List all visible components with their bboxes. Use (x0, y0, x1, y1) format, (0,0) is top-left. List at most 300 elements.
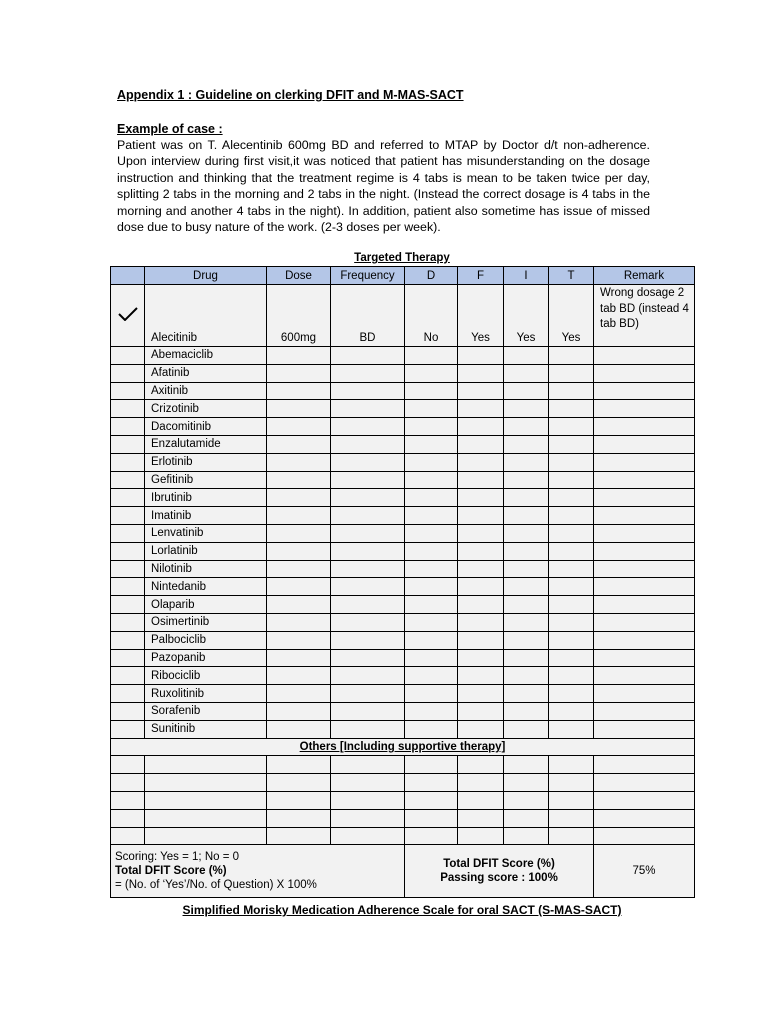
d-cell (405, 649, 458, 667)
f-cell (458, 489, 504, 507)
table-row (111, 631, 695, 649)
table-row (111, 667, 695, 685)
empty-cell (267, 756, 331, 774)
table-row (111, 578, 695, 596)
t-cell (549, 631, 594, 649)
remark-cell (594, 471, 695, 489)
i-cell (504, 613, 549, 631)
drug-cell: Imatinib (145, 507, 267, 525)
i-cell (504, 596, 549, 614)
empty-row (111, 827, 695, 845)
remark-cell (594, 596, 695, 614)
i-cell (504, 560, 549, 578)
total-score-heading: Total DFIT Score (%) (443, 858, 555, 871)
d-cell (405, 435, 458, 453)
empty-cell (405, 827, 458, 845)
t-cell (549, 453, 594, 471)
frequency-cell (331, 400, 405, 418)
frequency-cell (331, 382, 405, 400)
frequency-cell (331, 453, 405, 471)
table-row (111, 347, 695, 365)
drug-cell: Abemaciclib (145, 347, 267, 365)
t-cell (549, 667, 594, 685)
drug-cell: Sorafenib (145, 702, 267, 720)
t-cell (549, 702, 594, 720)
empty-row (111, 791, 695, 809)
header-cell-d: D (405, 267, 458, 285)
t-cell (549, 524, 594, 542)
d-cell (405, 560, 458, 578)
d-cell (405, 453, 458, 471)
f-cell: Yes (458, 285, 504, 347)
dose-cell (267, 596, 331, 614)
empty-cell (458, 774, 504, 792)
remark-cell (594, 649, 695, 667)
dose-cell (267, 453, 331, 471)
drug-cell: Ruxolitinib (145, 685, 267, 703)
remark-cell (594, 702, 695, 720)
check-cell (111, 685, 145, 703)
f-cell (458, 382, 504, 400)
dose-cell (267, 649, 331, 667)
f-cell (458, 685, 504, 703)
remark-cell (594, 435, 695, 453)
dose-cell (267, 542, 331, 560)
frequency-cell (331, 507, 405, 525)
frequency-cell (331, 720, 405, 738)
i-cell (504, 364, 549, 382)
dose-cell (267, 382, 331, 400)
i-cell: Yes (504, 285, 549, 347)
frequency-cell (331, 542, 405, 560)
i-cell (504, 418, 549, 436)
dose-cell (267, 489, 331, 507)
smas-title: Simplified Morisky Medication Adherence Scale for oral SACT (S-MAS-SACT) (182, 903, 622, 917)
empty-row (111, 809, 695, 827)
table-row (111, 613, 695, 631)
i-cell (504, 471, 549, 489)
d-cell (405, 542, 458, 560)
d-cell (405, 667, 458, 685)
i-cell (504, 667, 549, 685)
empty-cell (594, 791, 695, 809)
check-cell (111, 471, 145, 489)
table-row (111, 685, 695, 703)
frequency-cell (331, 613, 405, 631)
dose-cell (267, 400, 331, 418)
empty-cell (504, 809, 549, 827)
i-cell (504, 720, 549, 738)
dose-cell (267, 613, 331, 631)
frequency-cell (331, 685, 405, 703)
table-caption: Targeted Therapy (354, 252, 450, 264)
header-cell-dose: Dose (267, 267, 331, 285)
empty-cell (458, 827, 504, 845)
empty-cell (458, 809, 504, 827)
remark-cell (594, 418, 695, 436)
empty-cell (145, 791, 267, 809)
case-paragraph: Patient was on T. Alecentinib 600mg BD and referred to MTAP by Doctor d/t non-adherence. Upon interview during first visit,it was noticed that patient has misunderstanding on the dosage instruction and thinking that the treatment regime is 4 tabs is mean to be taken twice per day, splitting 2 tabs in the morning and 2 tabs in the night. (Instead the correct dosage is 4 tabs in the morning and another 4 tabs in the night). In addition, patient also sometime has issue of missed dose due to busy nature of the work. (2-3 doses per week). (117, 138, 650, 235)
empty-cell (145, 756, 267, 774)
check-cell (111, 364, 145, 382)
header-cell-frequency: Frequency (331, 267, 405, 285)
empty-cell (405, 791, 458, 809)
remark-cell (594, 720, 695, 738)
drug-cell: Pazopanib (145, 649, 267, 667)
drug-cell: Ribociclib (145, 667, 267, 685)
f-cell (458, 560, 504, 578)
empty-cell (594, 827, 695, 845)
f-cell (458, 400, 504, 418)
empty-row (111, 774, 695, 792)
i-cell (504, 685, 549, 703)
header-cell-i: I (504, 267, 549, 285)
remark-cell (594, 507, 695, 525)
check-cell (111, 667, 145, 685)
scoring-cell (111, 845, 405, 898)
d-cell (405, 720, 458, 738)
empty-cell (458, 756, 504, 774)
check-cell (111, 285, 145, 347)
check-cell (111, 631, 145, 649)
case-heading: Example of case : (117, 122, 223, 136)
t-cell (549, 542, 594, 560)
empty-cell (145, 809, 267, 827)
table-header-row (111, 267, 695, 285)
i-cell (504, 453, 549, 471)
f-cell (458, 649, 504, 667)
empty-cell (267, 809, 331, 827)
check-cell (111, 596, 145, 614)
remark-cell (594, 613, 695, 631)
frequency-cell (331, 524, 405, 542)
dose-cell (267, 560, 331, 578)
d-cell: No (405, 285, 458, 347)
drug-cell: Nilotinib (145, 560, 267, 578)
empty-cell (111, 827, 145, 845)
i-cell (504, 578, 549, 596)
f-cell (458, 596, 504, 614)
drug-cell: Ibrutinib (145, 489, 267, 507)
frequency-cell (331, 471, 405, 489)
check-cell (111, 400, 145, 418)
dose-cell (267, 471, 331, 489)
t-cell (549, 720, 594, 738)
f-cell (458, 347, 504, 365)
remark-cell (594, 400, 695, 418)
empty-row (111, 756, 695, 774)
i-cell (504, 489, 549, 507)
remark-cell (594, 542, 695, 560)
dose-cell (267, 578, 331, 596)
empty-cell (111, 809, 145, 827)
f-cell (458, 418, 504, 436)
empty-cell (331, 809, 405, 827)
empty-cell (331, 756, 405, 774)
check-cell (111, 578, 145, 596)
dose-cell (267, 702, 331, 720)
check-cell (111, 702, 145, 720)
frequency-cell (331, 631, 405, 649)
header-cell-t: T (549, 267, 594, 285)
t-cell (549, 507, 594, 525)
check-cell (111, 489, 145, 507)
table-row (111, 471, 695, 489)
f-cell (458, 613, 504, 631)
i-cell (504, 435, 549, 453)
empty-cell (549, 809, 594, 827)
d-cell (405, 418, 458, 436)
table-row (111, 400, 695, 418)
empty-cell (549, 827, 594, 845)
empty-cell (331, 791, 405, 809)
d-cell (405, 613, 458, 631)
empty-cell (111, 756, 145, 774)
table-row (111, 382, 695, 400)
others-label: Others [Including supportive therapy] (111, 738, 695, 756)
d-cell (405, 400, 458, 418)
frequency-cell (331, 578, 405, 596)
score-row (111, 845, 695, 898)
header-cell-remark: Remark (594, 267, 695, 285)
check-cell (111, 453, 145, 471)
frequency-cell: BD (331, 285, 405, 347)
remark-cell (594, 489, 695, 507)
d-cell (405, 524, 458, 542)
table-row (111, 702, 695, 720)
t-cell (549, 382, 594, 400)
empty-cell (267, 791, 331, 809)
score-value: 75% (594, 845, 695, 898)
frequency-cell (331, 560, 405, 578)
check-cell (111, 347, 145, 365)
table-row (111, 489, 695, 507)
t-cell (549, 435, 594, 453)
check-cell (111, 524, 145, 542)
dose-cell (267, 720, 331, 738)
empty-cell (504, 756, 549, 774)
table-row (111, 364, 695, 382)
drug-cell: Enzalutamide (145, 435, 267, 453)
d-cell (405, 489, 458, 507)
check-cell (111, 720, 145, 738)
table-row (111, 524, 695, 542)
drug-cell: Lorlatinib (145, 542, 267, 560)
t-cell (549, 649, 594, 667)
f-cell (458, 471, 504, 489)
f-cell (458, 524, 504, 542)
remark-cell (594, 560, 695, 578)
empty-cell (594, 809, 695, 827)
dose-cell: 600mg (267, 285, 331, 347)
table-row (111, 418, 695, 436)
i-cell (504, 631, 549, 649)
table-row (111, 453, 695, 471)
t-cell (549, 685, 594, 703)
remark-cell (594, 685, 695, 703)
drug-cell: Olaparib (145, 596, 267, 614)
empty-cell (504, 774, 549, 792)
d-cell (405, 471, 458, 489)
checkmark-icon (118, 307, 138, 321)
d-cell (405, 631, 458, 649)
frequency-cell (331, 435, 405, 453)
d-cell (405, 685, 458, 703)
d-cell (405, 364, 458, 382)
table-row (111, 649, 695, 667)
remark-cell: Wrong dosage 2 tab BD (instead 4 tab BD) (594, 285, 695, 347)
empty-cell (405, 756, 458, 774)
drug-cell: Osimertinib (145, 613, 267, 631)
i-cell (504, 542, 549, 560)
dose-cell (267, 435, 331, 453)
empty-cell (405, 774, 458, 792)
passing-score: Passing score : 100% (440, 872, 558, 885)
t-cell (549, 489, 594, 507)
remark-cell (594, 578, 695, 596)
t-cell (549, 471, 594, 489)
empty-cell (145, 827, 267, 845)
empty-cell (111, 774, 145, 792)
drug-cell: Dacomitinib (145, 418, 267, 436)
d-cell (405, 596, 458, 614)
f-cell (458, 542, 504, 560)
check-cell (111, 613, 145, 631)
i-cell (504, 524, 549, 542)
table-row (111, 720, 695, 738)
check-cell (111, 435, 145, 453)
score-formula: = (No. of ‘Yes’/No. of Question) X 100% (115, 879, 317, 892)
check-cell (111, 382, 145, 400)
empty-cell (405, 809, 458, 827)
dose-cell (267, 418, 331, 436)
dose-cell (267, 524, 331, 542)
remark-cell (594, 453, 695, 471)
frequency-cell (331, 596, 405, 614)
t-cell (549, 400, 594, 418)
table-row (111, 285, 695, 347)
f-cell (458, 667, 504, 685)
empty-cell (504, 791, 549, 809)
frequency-cell (331, 649, 405, 667)
header-cell (111, 267, 145, 285)
table-row (111, 507, 695, 525)
empty-cell (549, 791, 594, 809)
dose-cell (267, 364, 331, 382)
drug-cell: Erlotinib (145, 453, 267, 471)
dose-cell (267, 507, 331, 525)
d-cell (405, 507, 458, 525)
check-cell (111, 560, 145, 578)
dfit-table (110, 266, 695, 898)
remark-cell (594, 347, 695, 365)
t-cell (549, 613, 594, 631)
t-cell (549, 560, 594, 578)
i-cell (504, 702, 549, 720)
empty-cell (145, 774, 267, 792)
t-cell (549, 347, 594, 365)
header-cell-f: F (458, 267, 504, 285)
d-cell (405, 347, 458, 365)
empty-cell (458, 791, 504, 809)
table-row (111, 435, 695, 453)
i-cell (504, 347, 549, 365)
t-cell (549, 418, 594, 436)
empty-cell (549, 774, 594, 792)
dose-cell (267, 347, 331, 365)
table-row (111, 542, 695, 560)
f-cell (458, 435, 504, 453)
d-cell (405, 382, 458, 400)
dose-cell (267, 631, 331, 649)
remark-cell (594, 524, 695, 542)
frequency-cell (331, 489, 405, 507)
scoring-rule: Scoring: Yes = 1; No = 0 (115, 851, 240, 864)
empty-cell (504, 827, 549, 845)
remark-cell (594, 382, 695, 400)
i-cell (504, 400, 549, 418)
i-cell (504, 649, 549, 667)
drug-cell: Alecitinib (145, 285, 267, 347)
empty-cell (594, 774, 695, 792)
frequency-cell (331, 667, 405, 685)
drug-cell: Crizotinib (145, 400, 267, 418)
f-cell (458, 578, 504, 596)
table-row (111, 560, 695, 578)
total-score-label: Total DFIT Score (%) (115, 865, 227, 878)
f-cell (458, 631, 504, 649)
check-cell (111, 507, 145, 525)
check-cell (111, 418, 145, 436)
table-row (111, 596, 695, 614)
empty-cell (267, 774, 331, 792)
empty-cell (594, 756, 695, 774)
f-cell (458, 453, 504, 471)
drug-cell: Lenvatinib (145, 524, 267, 542)
drug-cell: Sunitinib (145, 720, 267, 738)
frequency-cell (331, 347, 405, 365)
total-score-cell (405, 845, 594, 898)
drug-cell: Nintedanib (145, 578, 267, 596)
header-cell-drug: Drug (145, 267, 267, 285)
drug-cell: Axitinib (145, 382, 267, 400)
drug-cell: Afatinib (145, 364, 267, 382)
drug-cell: Palbociclib (145, 631, 267, 649)
t-cell (549, 364, 594, 382)
t-cell (549, 578, 594, 596)
frequency-cell (331, 702, 405, 720)
drug-cell: Gefitinib (145, 471, 267, 489)
dose-cell (267, 685, 331, 703)
empty-cell (111, 791, 145, 809)
t-cell (549, 596, 594, 614)
remark-cell (594, 667, 695, 685)
frequency-cell (331, 418, 405, 436)
remark-cell (594, 364, 695, 382)
i-cell (504, 507, 549, 525)
empty-cell (549, 756, 594, 774)
d-cell (405, 702, 458, 720)
check-cell (111, 649, 145, 667)
empty-cell (331, 774, 405, 792)
i-cell (504, 382, 549, 400)
f-cell (458, 507, 504, 525)
t-cell: Yes (549, 285, 594, 347)
page-title: Appendix 1 : Guideline on clerking DFIT and M-MAS-SACT (117, 88, 464, 102)
f-cell (458, 720, 504, 738)
frequency-cell (331, 364, 405, 382)
others-row (111, 738, 695, 756)
